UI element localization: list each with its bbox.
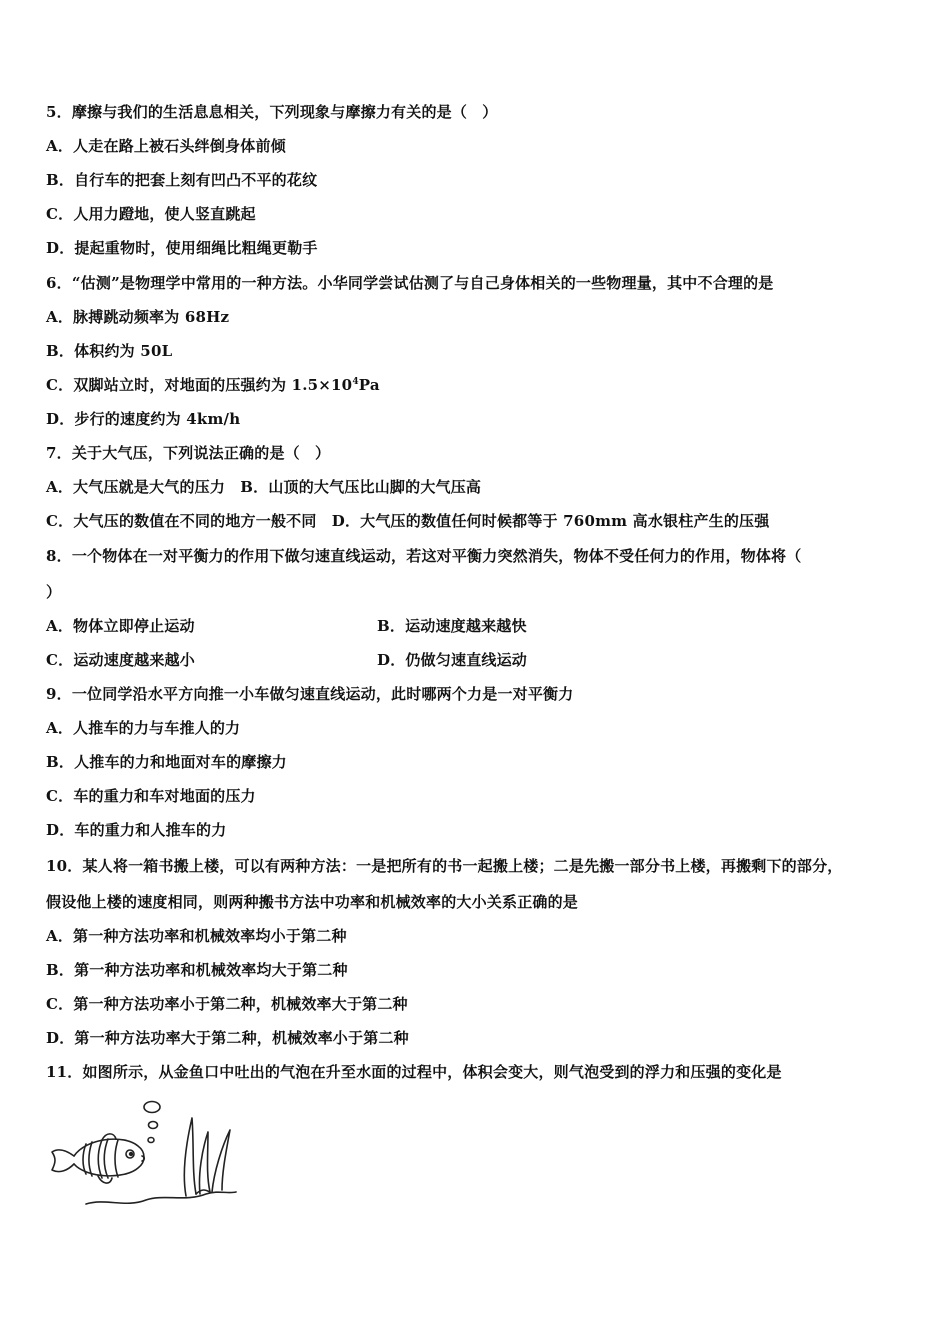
q7-stem: 7．关于大气压，下列说法正确的是（ ）: [46, 444, 331, 462]
q6-option-b: B．体积约为 50L: [46, 342, 173, 360]
q9-option-d: D．车的重力和人推车的力: [46, 821, 227, 839]
q9-option-a: A．人推车的力与车推人的力: [46, 719, 241, 737]
bubble-small: [148, 1138, 154, 1143]
q5-option-b: B．自行车的把套上刻有凹凸不平的花纹: [46, 171, 318, 189]
q5-stem: 5．摩擦与我们的生活息息相关，下列现象与摩擦力有关的是（ ）: [46, 103, 498, 121]
q7-options-cd: C．大气压的数值在不同的地方一般不同 D．大气压的数值任何时候都等于 760mm 高水银柱产生的压强: [46, 512, 770, 530]
q9-option-b: B．人推车的力和地面对车的摩擦力: [46, 753, 287, 771]
q5-option-c: C．人用力蹬地，使人竖直跳起: [46, 205, 256, 223]
q6-stem: 6．“估测”是物理学中常用的一种方法。小华同学尝试估测了与自己身体相关的一些物理量，其中不合理的是: [46, 274, 774, 292]
q10-option-b: B．第一种方法功率和机械效率均大于第二种: [46, 961, 348, 979]
q6-option-c-exponent: 4: [352, 377, 359, 387]
q9-option-c: C．车的重力和车对地面的压力: [46, 787, 256, 805]
q10-option-d: D．第一种方法功率大于第二种，机械效率小于第二种: [46, 1029, 409, 1047]
q8-option-c: C．运动速度越来越小: [46, 651, 195, 669]
q6-option-c: [46, 375, 380, 395]
q10-stem-line2: 假设他上楼的速度相同，则两种搬书方法中功率和机械效率的大小关系正确的是: [46, 893, 579, 911]
q8-options-row1: [46, 616, 527, 636]
q6-option-a: A．脉搏跳动频率为 68Hz: [46, 308, 230, 326]
seafloor-line: [86, 1192, 236, 1204]
q10-stem-line1: 10．某人将一箱书搬上楼，可以有两种方法：一是把所有的书一起搬上楼；二是先搬一部分书上楼，再搬剩下的部分，: [46, 857, 843, 875]
q5-option-d: D．提起重物时，使用细绳比粗绳更勒手: [46, 239, 318, 257]
q8-option-a: A．物体立即停止运动: [46, 617, 195, 635]
seaweed: [184, 1118, 230, 1196]
q8-option-b: B．运动速度越来越快: [377, 617, 527, 635]
q10-option-c: C．第一种方法功率小于第二种，机械效率大于第二种: [46, 995, 408, 1013]
bubble-medium: [149, 1122, 158, 1129]
q8-stem-line2: ）: [46, 583, 62, 601]
q6-option-c-text: C．双脚站立时，对地面的压强约为 1.5×10: [46, 376, 353, 394]
bubble-large: [144, 1102, 160, 1113]
q8-stem-line1: 8．一个物体在一对平衡力的作用下做匀速直线运动，若这对平衡力突然消失，物体不受任何力的作用，物体将（: [46, 547, 802, 565]
q9-stem: 9．一位同学沿水平方向推一小车做匀速直线运动，此时哪两个力是一对平衡力: [46, 685, 574, 703]
q8-option-d: D．仍做匀速直线运动: [377, 651, 528, 669]
q8-options-row2: [46, 650, 528, 670]
q7-options-ab: A．大气压就是大气的压力 B．山顶的大气压比山脚的大气压高: [46, 478, 482, 496]
q6-option-d: D．步行的速度约为 4km/h: [46, 410, 241, 428]
goldfish-figure: [46, 1094, 246, 1216]
fish: [52, 1134, 144, 1183]
q6-option-c-unit: Pa: [358, 376, 380, 394]
q10-option-a: A．第一种方法功率和机械效率均小于第二种: [46, 927, 347, 945]
q11-stem: 11．如图所示，从金鱼口中吐出的气泡在升至水面的过程中，体积会变大，则气泡受到的浮力和压强的变化是: [46, 1063, 782, 1081]
q5-option-a: A．人走在路上被石头绊倒身体前倾: [46, 137, 286, 155]
